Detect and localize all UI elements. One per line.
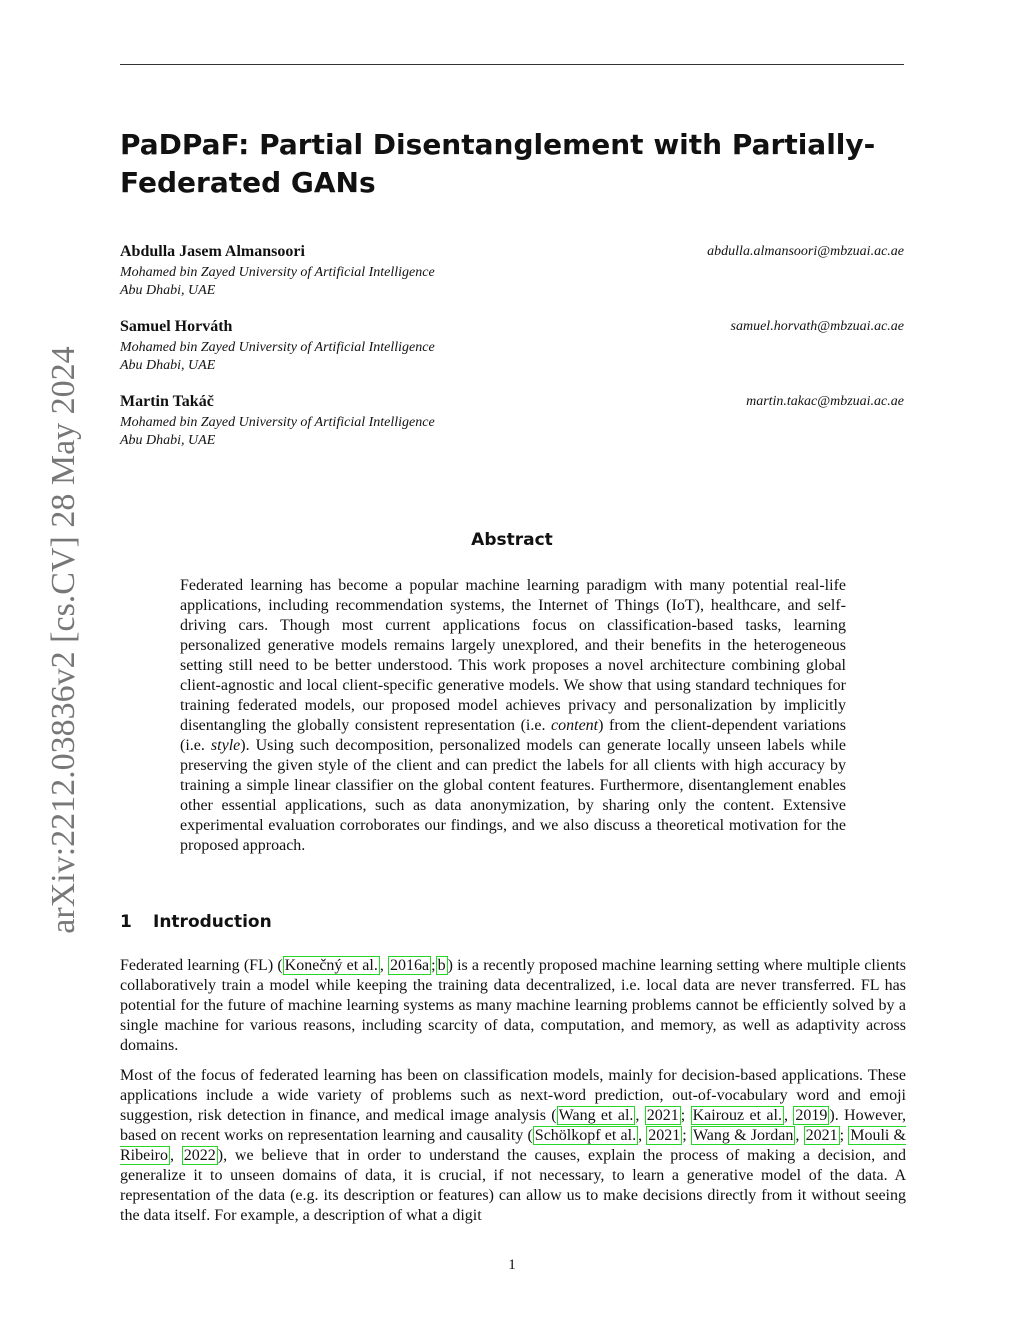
- citation-link[interactable]: b: [437, 957, 446, 974]
- abstract-body: [180, 576, 846, 856]
- citation-link[interactable]: Schölkopf et al.: [534, 1127, 637, 1144]
- author-location: Abu Dhabi, UAE: [120, 283, 216, 298]
- author-affiliation: Mohamed bin Zayed University of Artificial Intelligence: [120, 340, 435, 355]
- citation-link[interactable]: 2019: [795, 1107, 828, 1124]
- author-email[interactable]: abdulla.almansoori@mbzuai.ac.ae: [707, 244, 904, 259]
- author-name: Abdulla Jasem Almansoori: [120, 243, 305, 260]
- citation-link[interactable]: Wang et al.: [558, 1107, 634, 1124]
- paragraph-text: ;: [839, 1127, 849, 1144]
- author-location: Abu Dhabi, UAE: [120, 433, 216, 448]
- abstract-text: Federated learning has become a popular machine learning paradigm with many potential real-life applications, including recommendation systems, the Internet of Things (IoT), healthcare, and self-driving cars. Though most current applications focus on classification-based tasks, learning personalized generative models remains largely unexplored, and their benefits in the heterogeneous setting still need to be better understood. This work proposes a novel architecture combining global client-agnostic and local client-specific generative models. We show that using standard techniques for training federated models, our proposed model achieves privacy and personalization by implicitly disentangling the globally consistent representation (i.e.: [180, 577, 846, 734]
- arxiv-identifier: arXiv:2212.03836v2 [cs.CV] 28 May 2024: [45, 346, 82, 934]
- paragraph-text: ), we believe that in order to understand the causes, explain the process of making a decision, and generalize it to unseen domains of data, it is crucial, if not necessary, to learn a generative model of the data. A representation of the data (e.g. its description or features) can allow us to make decisions directly from it without seeing the data itself. For example, a description of what a digit: [120, 1147, 907, 1224]
- abstract-emphasis-content: content: [551, 717, 599, 734]
- intro-paragraph-2: [120, 1066, 906, 1226]
- author-block: [120, 318, 904, 376]
- paragraph-text: ,: [170, 1147, 182, 1164]
- section-heading: [120, 912, 272, 932]
- author-block: [120, 393, 904, 451]
- paragraph-text: ). However, based on recent works on representation learning and causality (: [120, 1107, 907, 1144]
- author-block: [120, 243, 904, 301]
- paragraph-text: ,: [638, 1127, 647, 1144]
- author-affiliation: Mohamed bin Zayed University of Artificial Intelligence: [120, 415, 435, 430]
- paragraph-text: ;: [680, 1107, 691, 1124]
- citation-link[interactable]: Konečný et al.: [284, 957, 378, 974]
- section-number: 1: [120, 912, 132, 932]
- abstract-text: ) from the client-dependent variations (i.e.: [180, 717, 847, 754]
- citation-link[interactable]: 2022: [183, 1147, 216, 1164]
- citation-link[interactable]: 2016a: [390, 957, 430, 974]
- author-email[interactable]: samuel.horvath@mbzuai.ac.ae: [730, 319, 904, 334]
- citation-link[interactable]: Kairouz et al.: [692, 1107, 782, 1124]
- section-title: Introduction: [153, 912, 272, 932]
- abstract-text: ). Using such decomposition, personalized models can generate locally unseen labels while preserving the given style of the client and can predict the labels for all clients with high accuracy by training a simple linear classifier on the global content features. Furthermore, disentanglement enables other essential applications, such as data anonymization, by sharing only the content. Extensive experimental evaluation corroborates our findings, and we also discuss a theoretical motivation for the proposed approach.: [180, 737, 847, 854]
- paragraph-text: ;: [682, 1127, 691, 1144]
- author-email[interactable]: martin.takac@mbzuai.ac.ae: [746, 394, 904, 409]
- top-rule: [120, 64, 904, 65]
- paragraph-text: ,: [635, 1107, 645, 1124]
- abstract-emphasis-style: style: [210, 737, 241, 754]
- author-name: Martin Takáč: [120, 393, 214, 410]
- citation-link[interactable]: 2021: [648, 1127, 681, 1144]
- citation-link[interactable]: Mouli & Ribeiro: [120, 1127, 906, 1164]
- intro-paragraph-1: [120, 956, 906, 1056]
- paragraph-text: ,: [379, 957, 389, 974]
- paragraph-text: ,: [783, 1107, 794, 1124]
- citation-link[interactable]: 2021: [646, 1107, 679, 1124]
- paragraph-text: ,: [795, 1127, 804, 1144]
- author-location: Abu Dhabi, UAE: [120, 358, 216, 373]
- abstract-heading: Abstract: [471, 530, 553, 550]
- author-name: Samuel Horváth: [120, 318, 233, 335]
- paragraph-text: ;: [431, 957, 436, 974]
- author-affiliation: Mohamed bin Zayed University of Artificial Intelligence: [120, 265, 435, 280]
- paragraph-text: ) is a recently proposed machine learning setting where multiple clients collaboratively train a model while keeping the training data decentralized, i.e. local data are never transferred. FL has potential for the future of machine learning systems as many machine learning problems cannot be efficiently solved by a single machine for various reasons, including scarcity of data, computation, and memory, as well as adaptivity across domains.: [120, 957, 907, 1054]
- paragraph-text: Federated learning (FL) (: [120, 957, 283, 974]
- citation-link[interactable]: Wang & Jordan: [692, 1127, 794, 1144]
- citation-link[interactable]: 2021: [805, 1127, 838, 1144]
- paragraph-text: Most of the focus of federated learning has been on classification models, mainly for decision-based applications. These applications include a wide variety of problems such as next-word prediction, out-of-vocabulary word and emoji suggestion, risk detection in finance, and medical image analysis (: [120, 1067, 906, 1124]
- page-number: 1: [508, 1257, 516, 1273]
- paper-title: PaDPaF: Partial Disentanglement with Partially-Federated GANs: [120, 128, 876, 199]
